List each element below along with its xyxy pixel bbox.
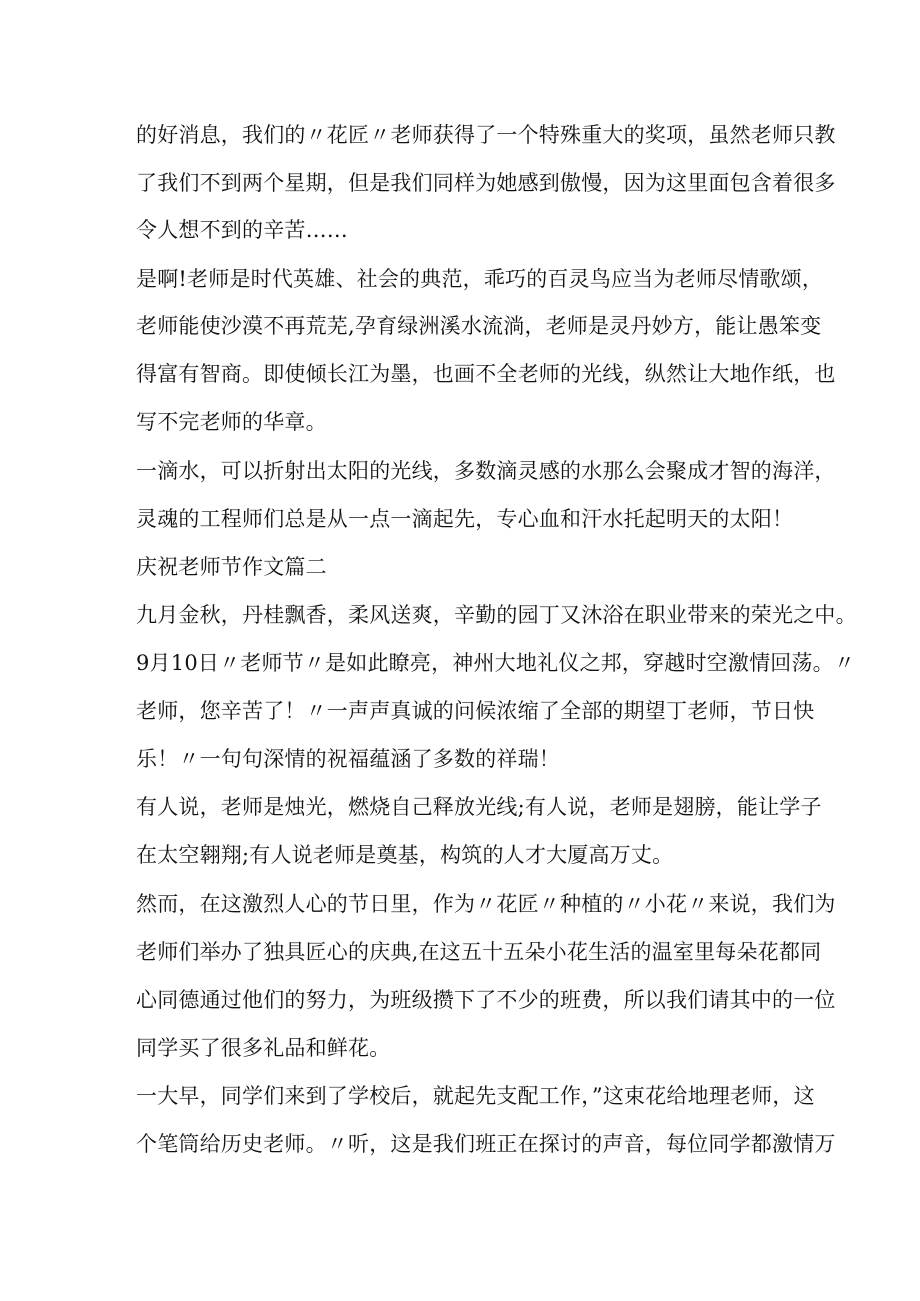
text-line: 了我们不到两个星期，但是我们同样为她感到傲慢，因为这里面包含着很多 <box>136 171 836 195</box>
text-line: 在太空翱翔;有人说老师是奠基，构筑的人才大厦高万丈。 <box>136 843 674 867</box>
text-line: 老师们举办了独具匠心的庆典,在这五十五朵小花生活的温室里每朵花都同 <box>136 940 822 964</box>
text-line: 写不完老师的华章。 <box>136 410 327 434</box>
text-line: 然而，在这激烈人心的节日里，作为〃花匠〃种植的〃小花〃来说，我们为 <box>136 892 836 916</box>
text-line: 令人想不到的辛苦…… <box>136 218 348 242</box>
text-line: 的好消息，我们的〃花匠〃老师获得了一个特殊重大的奖项，虽然老师只教 <box>136 123 836 147</box>
text-line: 灵魂的工程师们总是从一点一滴起先，专心血和汗水托起明天的太阳！ <box>136 507 794 531</box>
text-line: 老师，您辛苦了！〃一声声真诚的问候浓缩了全部的期望丁老师，节日快 <box>136 699 815 723</box>
text-line: 有人说，老师是烛光，燃烧自己释放光线;有人说，老师是翅膀，能让学子 <box>136 795 822 819</box>
text-line: 心同德通过他们的努力，为班级攒下了不少的班费，所以我们请其中的一位 <box>136 988 836 1012</box>
text-line: 个笔筒给历史老师。〃听，这是我们班正在探讨的声音，每位同学都激情万 <box>136 1132 836 1156</box>
text-line: 一滴水，可以折射出太阳的光线，多数滴灵感的水那么会聚成才智的海洋， <box>136 459 836 483</box>
text-line: 得富有智商。即使倾长江为墨，也画不全老师的光线，纵然让大地作纸，也 <box>136 362 836 386</box>
text-line: 同学买了很多礼品和鲜花。 <box>136 1036 391 1060</box>
text-line: 9月10日〃老师节〃是如此瞭亮，神州大地礼仪之邦，穿越时空激情回荡。〃 <box>136 651 856 675</box>
section-heading: 庆祝老师节作文篇二 <box>136 555 327 579</box>
text-line: 乐！〃一句句深情的祝福蕴涵了多数的祥瑞！ <box>136 747 560 771</box>
text-line: 一大早，同学们来到了学校后，就起先支配工作，”这束花给地理老师，这 <box>136 1084 815 1108</box>
text-line: 九月金秋，丹桂飘香，柔风送爽，辛勤的园丁又沐浴在职业带来的荣光之中。 <box>136 603 857 627</box>
text-line: 老师能使沙漠不再荒芜,孕育绿洲溪水流淌，老师是灵丹妙方，能让愚笨变 <box>136 314 822 338</box>
text-line: 是啊!老师是时代英雄、社会的典范，乖巧的百灵鸟应当为老师尽情歌颂， <box>136 267 824 291</box>
